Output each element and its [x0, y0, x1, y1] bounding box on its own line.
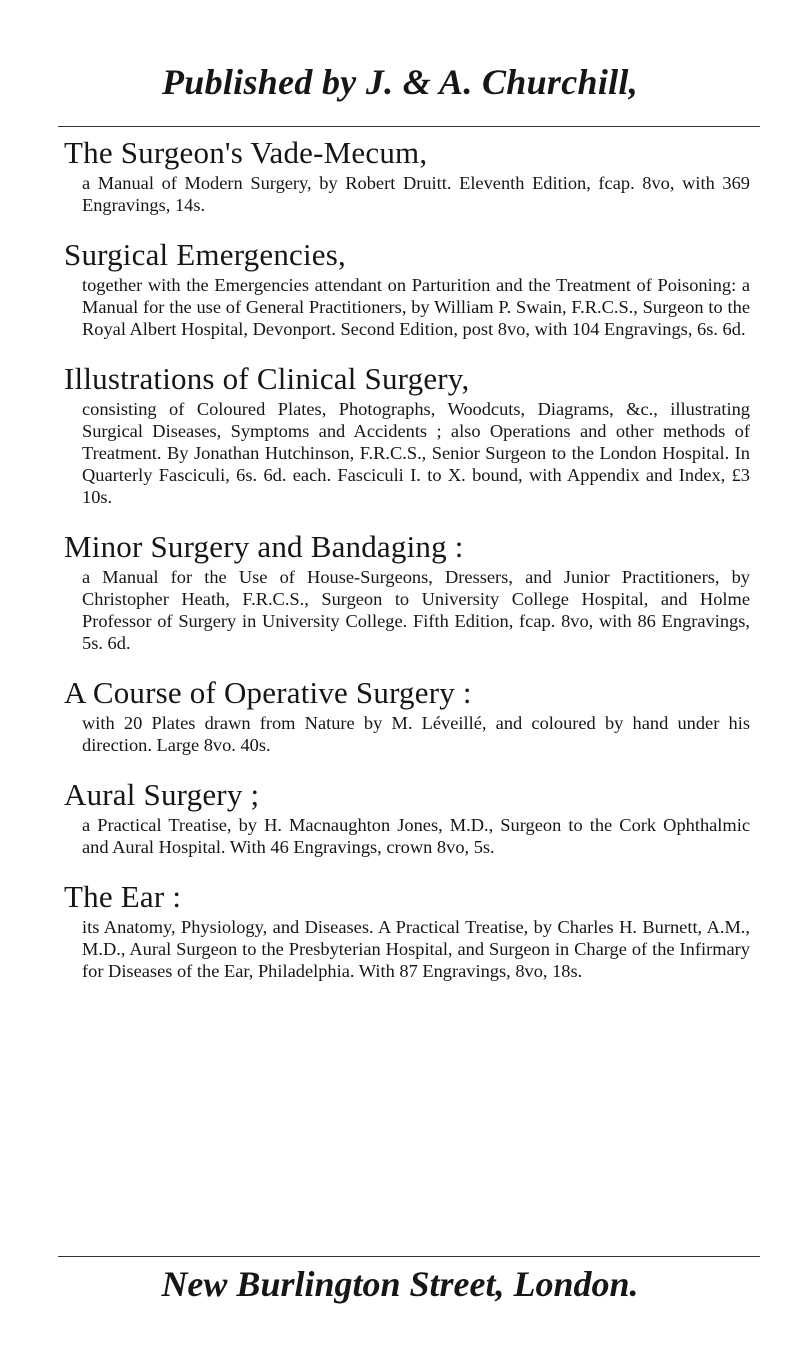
publisher-header: Published by J. & A. Churchill,: [161, 62, 639, 102]
book-description: with 20 Plates drawn from Nature by M. Léveillé, and coloured by hand under his direction. Large 8vo. 40s.: [82, 713, 750, 755]
bottom-rule: [58, 1256, 760, 1257]
book-entry: [64, 674, 750, 756]
book-description: a Manual of Modern Surgery, by Robert Druitt. Eleventh Edition, fcap. 8vo, with 369 Engravings, 14s.: [82, 173, 750, 215]
book-description: a Practical Treatise, by H. Macnaughton Jones, M.D., Surgeon to the Cork Ophthalmic and Aural Hospital. With 46 Engravings, crown 8vo, 5s.: [82, 815, 750, 857]
book-title: Surgical Emergencies,: [64, 237, 346, 272]
book-title: Minor Surgery and Bandaging :: [64, 529, 464, 564]
book-entry: [64, 878, 750, 982]
publisher-address: New Burlington Street, London.: [161, 1264, 639, 1304]
book-title: Aural Surgery ;: [64, 777, 260, 812]
book-entry: [64, 360, 750, 508]
book-description: its Anatomy, Physiology, and Diseases. A Practical Treatise, by Charles H. Burnett, A.M., M.D., Aural Surgeon to the Presbyterian Hospital, and Surgeon in Charge of the Infirmary for Diseases of the Ear, Philadelphia. With 87 Engravings, 8vo, 18s.: [82, 917, 750, 981]
top-rule: [58, 126, 760, 127]
book-title: The Ear :: [64, 879, 182, 914]
book-list: [64, 134, 750, 982]
book-description: a Manual for the Use of House-Surgeons, Dressers, and Junior Practitioners, by Christopher Heath, F.R.C.S., Surgeon to University College Hospital, and Holme Professor of Surgery in University College. Fifth Edition, fcap. 8vo, with 86 Engravings, 5s. 6d.: [82, 567, 750, 653]
book-title: Illustrations of Clinical Surgery,: [64, 361, 470, 396]
book-entry: [64, 134, 750, 216]
book-title: The Surgeon's Vade-Mecum,: [64, 135, 428, 170]
book-entry: [64, 776, 750, 858]
book-entry: [64, 236, 750, 340]
book-entry: [64, 528, 750, 654]
book-title: A Course of Operative Surgery :: [64, 675, 472, 710]
book-description: together with the Emergencies attendant on Parturition and the Treatment of Poisoning: a Manual for the use of General Practitioners, by William P. Swain, F.R.C.S., Surgeon to the Royal Albert Hospital, Devonport. Second Edition, post 8vo, with 104 Engravings, 6s. 6d.: [82, 275, 750, 339]
book-description: consisting of Coloured Plates, Photographs, Woodcuts, Diagrams, &c., illustrating Surgical Diseases, Symptoms and Accidents ; also Operations and other methods of Treatment. By Jonathan Hutchinson, F.R.C.S., Senior Surgeon to the London Hospital. In Quarterly Fasciculi, 6s. 6d. each. Fasciculi I. to X. bound, with Appendix and Index, £3 10s.: [82, 399, 750, 507]
